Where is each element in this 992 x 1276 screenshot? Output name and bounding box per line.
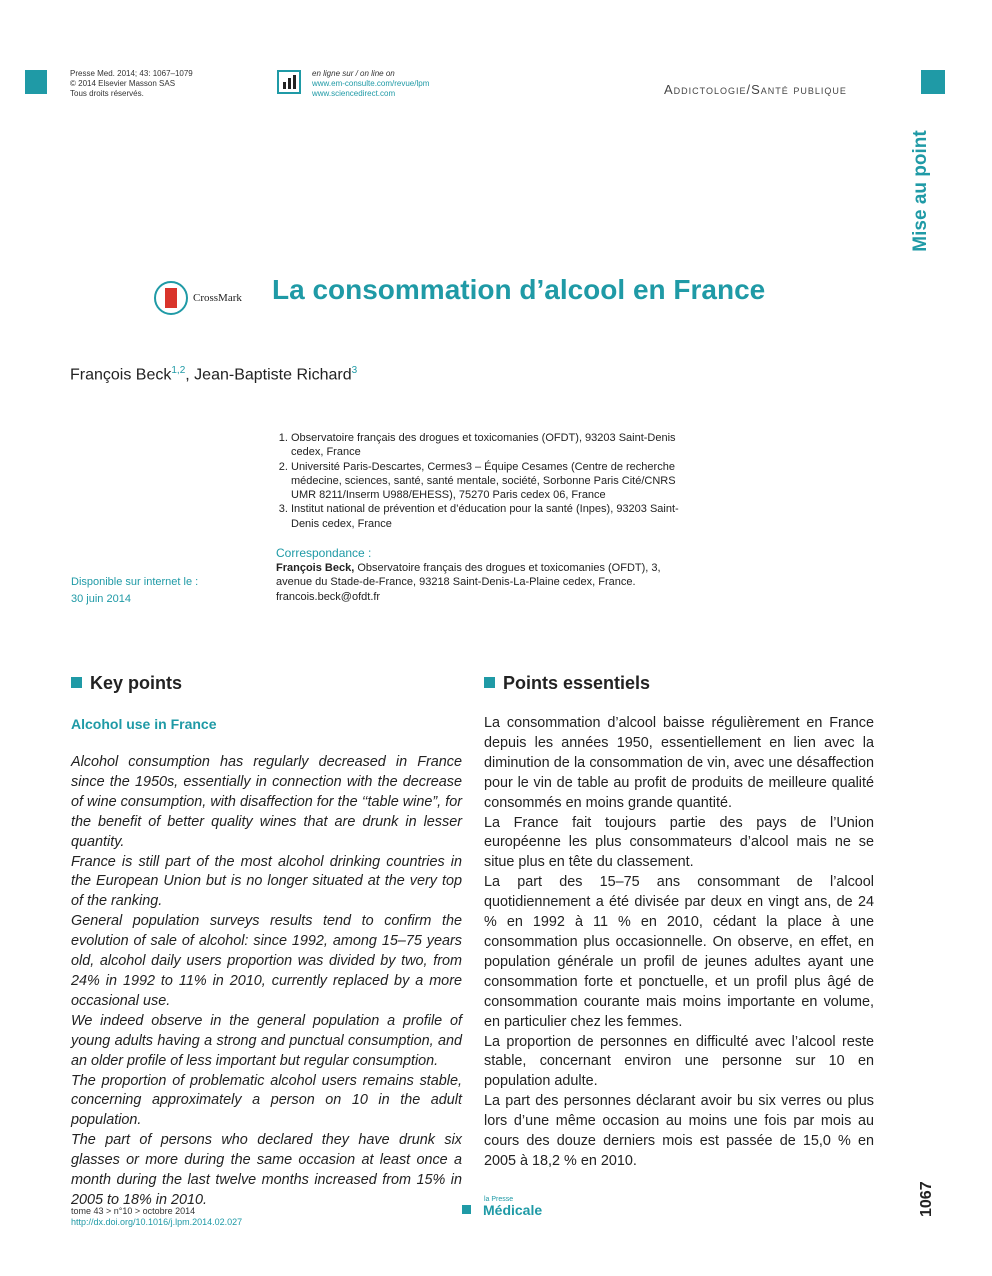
square-bullet-icon bbox=[71, 677, 82, 688]
availability bbox=[71, 574, 198, 608]
author-1-affil[interactable]: 1,2 bbox=[171, 365, 186, 376]
key-point-paragraph: We indeed observe in the general population a profile of young adults having a strong and punctual consumption, and an older profile of less important but regular consumption. bbox=[71, 1012, 462, 1069]
side-tab-label: Mise au point bbox=[910, 130, 931, 252]
sciencedirect-link[interactable]: www.sciencedirect.com bbox=[312, 89, 396, 98]
journal-small-label: la Presse bbox=[484, 1196, 514, 1203]
logo-square bbox=[462, 1205, 471, 1214]
key-point-paragraph: Alcohol consumption has regularly decreased in France since the 1950s, essentially in connection with the decrease of wine consumption, with disaffection for the ‘‘table wine”, for the benefit of better quality wines that are drunk in lesser quantity. bbox=[71, 754, 462, 850]
page-number: 1067 bbox=[918, 1181, 935, 1217]
em-consulte-link[interactable]: www.em-consulte.com/revue/lpm bbox=[312, 79, 430, 88]
online-label: en ligne sur / on line on bbox=[312, 69, 395, 78]
affiliation-2: 2. Université Paris-Descartes, Cermes3 – Équipe Cesames (Centre de recherche médecine, sciences, santé, santé mentale, société, Sorbonne Paris Cité/CNRS UMR 8211/Inserm U988/EHESS), 75270 Paris cedex 06, France bbox=[291, 460, 696, 503]
point-paragraph: La consommation d’alcool baisse régulièrement en France depuis les années 1950, essentiellement en lien avec la diminution de la consommation de vin, avec une désaffection pour le vin de table au profit de produits de meilleure qualité consommés en moins grande quantité. bbox=[484, 715, 874, 811]
citation: Presse Med. 2014; 43: 1067–1079 bbox=[70, 69, 193, 78]
crossmark-badge[interactable] bbox=[154, 281, 242, 315]
affiliation-1: 1. Observatoire français des drogues et toxicomanies (OFDT), 93203 Saint-Denis cedex, France bbox=[291, 431, 696, 460]
points-essentiels-title: Points essentiels bbox=[503, 673, 651, 693]
author-2: Jean-Baptiste Richard bbox=[194, 366, 352, 384]
author-1: François Beck bbox=[70, 366, 172, 384]
point-paragraph: La part des personnes déclarant avoir bu six verres ou plus lors d’une même occasion au moins une fois par mois au cours des douze derniers mois est passée de 15,0 % en 2005 à 18,2 % en 2010. bbox=[484, 1093, 874, 1169]
correspondance-address: Observatoire français des drogues et toxicomanies (OFDT), 3, avenue du Stade-de-France, 93218 Saint-Denis-La-Plaine cedex, France. bbox=[276, 562, 661, 589]
journal-citation bbox=[70, 69, 193, 99]
square-bullet-icon bbox=[484, 677, 495, 688]
copyright: © 2014 Elsevier Masson SAS bbox=[70, 79, 176, 88]
article-title: La consommation d’alcool en France bbox=[272, 274, 766, 305]
key-points-subheading: Alcohol use in France bbox=[71, 716, 217, 732]
affiliations bbox=[276, 431, 696, 531]
correspondance-email[interactable]: francois.beck@ofdt.fr bbox=[276, 590, 381, 603]
affiliation-3: 3. Institut national de prévention et d’éducation pour la santé (Inpes), 93203 Saint-Denis cedex, France bbox=[291, 502, 696, 531]
crossmark-label: CrossMark bbox=[193, 292, 242, 304]
journal-name: Médicale bbox=[483, 1202, 543, 1218]
key-point-paragraph: The part of persons who declared they have drunk six glasses or more during the same occasion at least once a month during the last twelve months increased from 15% in 2005 to 18% in 2010. bbox=[71, 1132, 462, 1208]
point-paragraph: La part des 15–75 ans consommant de l’alcool quotidiennement a été divisée par deux en vingt ans, de 24 % en 1992 à 11 % en 2010, cédant la place à une consommation plus occasionnelle. On observe, en effet, en population générale un profil de jeunes adultes ayant une consommation forte et ponctuelle, et un profil plus âgé de consommation courante mais moins importante en volume, en particulier chez les femmes. bbox=[484, 874, 874, 1030]
online-links bbox=[312, 69, 429, 99]
side-tab-square bbox=[921, 70, 945, 94]
available-date: 30 juin 2014 bbox=[71, 593, 131, 605]
rights: Tous droits réservés. bbox=[70, 89, 144, 98]
point-paragraph: La proportion de personnes en difficulté avec l’alcool reste stable, concernant environ une personne sur 10 en population adulte. bbox=[484, 1033, 874, 1090]
points-essentiels-text bbox=[484, 714, 874, 1172]
chart-icon bbox=[277, 70, 301, 94]
section-label: Addictologie/Santé publique bbox=[664, 82, 847, 97]
correspondance-label: Correspondance : bbox=[276, 546, 372, 560]
doi-link[interactable]: http://dx.doi.org/10.1016/j.lpm.2014.02.027 bbox=[71, 1217, 243, 1227]
key-points-title: Key points bbox=[90, 673, 183, 693]
key-point-paragraph: France is still part of the most alcohol drinking countries in the European Union but is no longer situated at the very top of the ranking. bbox=[71, 853, 462, 910]
key-points-heading bbox=[71, 673, 182, 694]
key-point-paragraph: The proportion of problematic alcohol users remains stable, concerning approximately a person on 10 in the adult population. bbox=[71, 1072, 462, 1129]
header-square bbox=[25, 70, 47, 94]
available-label: Disponible sur internet le : bbox=[71, 576, 199, 588]
key-point-paragraph: General population surveys results tend to confirm the evolution of sale of alcohol: since 1992, among 15–75 years old, alcohol daily users proportion was divided by two, from 24% in 1992 to 11% in 2010, currently replaced by a more occasional use. bbox=[71, 913, 462, 1009]
crossmark-icon bbox=[154, 281, 188, 315]
points-essentiels-heading bbox=[484, 673, 650, 694]
correspondance-block bbox=[276, 561, 696, 604]
point-paragraph: La France fait toujours partie des pays de l’Union européenne les plus consommateurs d’alcool mais ne se situe plus en tête du classement. bbox=[484, 814, 874, 871]
footer-issue-info bbox=[71, 1206, 242, 1228]
authors: François Beck$^{1,2}$, Jean-Baptiste Richard$^3$ bbox=[70, 365, 358, 384]
correspondance-name: François Beck, bbox=[276, 562, 355, 574]
author-2-affil[interactable]: 3 bbox=[351, 365, 358, 376]
issue-info: tome 43 > n°10 > octobre 2014 bbox=[71, 1206, 196, 1216]
key-points-text bbox=[71, 753, 462, 1211]
